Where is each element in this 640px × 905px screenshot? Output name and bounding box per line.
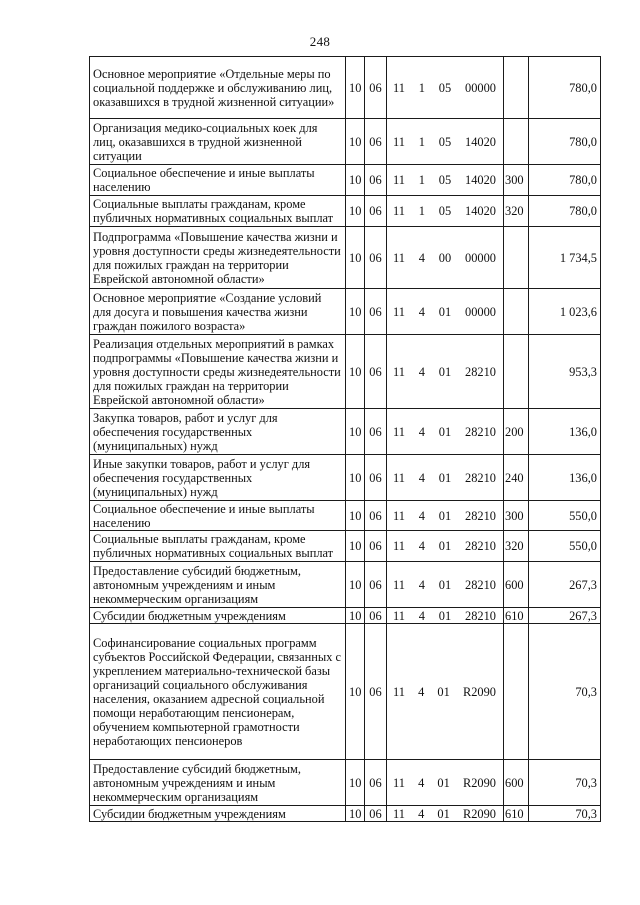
table-row <box>90 289 601 335</box>
event-code: 05 <box>438 173 452 187</box>
target-article-code <box>387 608 504 624</box>
row-name: Субсидии бюджетным учреждениям <box>90 806 346 822</box>
subprogram-code: 4 <box>418 304 425 319</box>
amount: 1 734,5 <box>529 227 601 289</box>
amount: 267,3 <box>529 608 601 624</box>
subsection-code: 06 <box>365 455 387 501</box>
program-code: 11 <box>393 806 405 821</box>
direction-code: R2090 <box>462 806 496 821</box>
row-name: Субсидии бюджетным учреждениям <box>90 608 346 624</box>
direction-code: 28210 <box>465 470 496 485</box>
subprogram-code: 4 <box>418 470 425 485</box>
expense-type-code: 200 <box>504 409 529 455</box>
section-code: 10 <box>346 608 365 624</box>
table-row <box>90 531 601 562</box>
section-code: 10 <box>346 289 365 335</box>
event-code: 01 <box>438 364 452 379</box>
budget-table-body <box>90 57 601 822</box>
section-code: 10 <box>346 165 365 196</box>
table-row <box>90 806 601 822</box>
subprogram-code: 4 <box>418 364 425 379</box>
event-code: 01 <box>438 539 452 553</box>
expense-type-code <box>504 335 529 409</box>
target-article-code <box>387 196 504 227</box>
subprogram-code: 4 <box>418 806 425 821</box>
program-code: 11 <box>393 134 405 149</box>
row-name: Социальное обеспечение и иные выплаты населению <box>90 165 346 196</box>
budget-table <box>89 56 601 822</box>
target-article-code <box>387 562 504 608</box>
program-code: 11 <box>393 304 405 319</box>
table-row <box>90 165 601 196</box>
expense-type-code: 600 <box>504 562 529 608</box>
target-article-code <box>387 531 504 562</box>
program-code: 11 <box>393 80 405 95</box>
amount: 780,0 <box>529 165 601 196</box>
table-row <box>90 608 601 624</box>
direction-code: 28210 <box>465 539 496 553</box>
subsection-code: 06 <box>365 57 387 119</box>
expense-type-code <box>504 289 529 335</box>
section-code: 10 <box>346 531 365 562</box>
target-article-code <box>387 409 504 455</box>
row-name: Основное мероприятие «Отдельные меры по социальной поддержке и обслуживанию лиц, оказавшихся в трудной жизненной ситуации» <box>90 57 346 119</box>
row-name: Основное мероприятие «Создание условий для досуга и повышения качества жизни граждан пожилого возраста» <box>90 289 346 335</box>
expense-type-code <box>504 57 529 119</box>
program-code: 11 <box>393 173 405 187</box>
expense-type-code: 610 <box>504 806 529 822</box>
section-code: 10 <box>346 196 365 227</box>
row-name: Предоставление субсидий бюджетным, автономным учреждениям и иным некоммерческим организациям <box>90 562 346 608</box>
table-row <box>90 562 601 608</box>
direction-code: R2090 <box>462 775 496 790</box>
direction-code: 14020 <box>465 134 496 149</box>
expense-type-code <box>504 624 529 760</box>
section-code: 10 <box>346 335 365 409</box>
section-code: 10 <box>346 562 365 608</box>
table-row <box>90 409 601 455</box>
subprogram-code: 4 <box>418 539 425 553</box>
subprogram-code: 1 <box>418 80 425 95</box>
event-code: 01 <box>438 424 452 439</box>
row-name: Социальные выплаты гражданам, кроме публичных нормативных социальных выплат <box>90 196 346 227</box>
program-code: 11 <box>393 539 405 553</box>
target-article-code <box>387 624 504 760</box>
target-article-code <box>387 165 504 196</box>
row-name: Социальное обеспечение и иные выплаты населению <box>90 501 346 531</box>
expense-type-code <box>504 119 529 165</box>
row-name: Иные закупки товаров, работ и услуг для обеспечения государственных (муниципальных) нужд <box>90 455 346 501</box>
row-name: Реализация отдельных мероприятий в рамках подпрограммы «Повышение качества жизни и уровня доступности среды жизнедеятельности для пожилых граждан на территории Еврейской автономной области» <box>90 335 346 409</box>
subsection-code: 06 <box>365 196 387 227</box>
page-number: 248 <box>309 34 331 49</box>
subsection-code: 06 <box>365 165 387 196</box>
event-code: 01 <box>438 304 452 319</box>
amount: 953,3 <box>529 335 601 409</box>
program-code: 11 <box>393 508 405 523</box>
table-row <box>90 501 601 531</box>
subsection-code: 06 <box>365 227 387 289</box>
target-article-code <box>387 501 504 531</box>
event-code: 00 <box>438 250 452 265</box>
subsection-code: 06 <box>365 608 387 624</box>
expense-type-code: 240 <box>504 455 529 501</box>
subprogram-code: 4 <box>418 684 425 699</box>
target-article-code <box>387 806 504 822</box>
program-code: 11 <box>393 424 405 439</box>
direction-code: 28210 <box>465 364 496 379</box>
program-code: 11 <box>393 250 405 265</box>
subsection-code: 06 <box>365 501 387 531</box>
amount: 70,3 <box>529 806 601 822</box>
program-code: 11 <box>393 204 405 218</box>
direction-code: 28210 <box>465 608 496 623</box>
section-code: 10 <box>346 806 365 822</box>
amount: 780,0 <box>529 119 601 165</box>
subprogram-code: 4 <box>418 424 425 439</box>
target-article-code <box>387 57 504 119</box>
section-code: 10 <box>346 624 365 760</box>
expense-type-code <box>504 227 529 289</box>
subsection-code: 06 <box>365 119 387 165</box>
event-code: 05 <box>438 204 452 218</box>
table-row <box>90 335 601 409</box>
target-article-code <box>387 119 504 165</box>
event-code: 01 <box>437 806 450 821</box>
row-name: Организация медико-социальных коек для лиц, оказавшихся в трудной жизненной ситуации <box>90 119 346 165</box>
expense-type-code: 300 <box>504 501 529 531</box>
table-row <box>90 624 601 760</box>
program-code: 11 <box>393 684 405 699</box>
subprogram-code: 4 <box>418 608 425 623</box>
subsection-code: 06 <box>365 289 387 335</box>
program-code: 11 <box>393 364 405 379</box>
program-code: 11 <box>393 775 405 790</box>
amount: 136,0 <box>529 455 601 501</box>
section-code: 10 <box>346 455 365 501</box>
target-article-code <box>387 335 504 409</box>
direction-code: 14020 <box>465 204 496 218</box>
program-code: 11 <box>393 470 405 485</box>
section-code: 10 <box>346 760 365 806</box>
table-row <box>90 760 601 806</box>
row-name: Социальные выплаты гражданам, кроме публичных нормативных социальных выплат <box>90 531 346 562</box>
row-name: Софинансирование социальных программ субъектов Российской Федерации, связанных с укреплением материально-технической базы организаций социального обслуживания населения, оказанием адресной социальной помощи неработающим пенсионерам, обучением компьютерной грамотности неработающих пенсионеров <box>90 624 346 760</box>
direction-code: 14020 <box>465 173 496 187</box>
event-code: 01 <box>437 775 450 790</box>
table-row <box>90 227 601 289</box>
program-code: 11 <box>393 608 405 623</box>
subsection-code: 06 <box>365 409 387 455</box>
direction-code: R2090 <box>462 684 496 699</box>
subprogram-code: 4 <box>418 250 425 265</box>
target-article-code <box>387 760 504 806</box>
direction-code: 28210 <box>465 577 496 592</box>
subprogram-code: 1 <box>418 204 425 218</box>
subsection-code: 06 <box>365 806 387 822</box>
event-code: 05 <box>438 134 452 149</box>
target-article-code <box>387 227 504 289</box>
target-article-code <box>387 289 504 335</box>
event-code: 01 <box>438 470 452 485</box>
amount: 70,3 <box>529 624 601 760</box>
direction-code: 28210 <box>465 508 496 523</box>
expense-type-code: 600 <box>504 760 529 806</box>
expense-type-code: 320 <box>504 196 529 227</box>
section-code: 10 <box>346 501 365 531</box>
direction-code: 00000 <box>465 80 496 95</box>
amount: 1 023,6 <box>529 289 601 335</box>
direction-code: 00000 <box>465 304 496 319</box>
subprogram-code: 4 <box>418 775 425 790</box>
event-code: 05 <box>438 80 452 95</box>
row-name: Подпрограмма «Повышение качества жизни и уровня доступности среды жизнедеятельности для пожилых граждан на территории Еврейской автономной области» <box>90 227 346 289</box>
amount: 780,0 <box>529 57 601 119</box>
event-code: 01 <box>437 684 450 699</box>
table-row <box>90 455 601 501</box>
program-code: 11 <box>393 577 405 592</box>
subprogram-code: 4 <box>418 508 425 523</box>
subprogram-code: 4 <box>418 577 425 592</box>
amount: 780,0 <box>529 196 601 227</box>
table-row <box>90 119 601 165</box>
subprogram-code: 1 <box>418 134 425 149</box>
table-row <box>90 57 601 119</box>
row-name: Предоставление субсидий бюджетным, автономным учреждениям и иным некоммерческим организациям <box>90 760 346 806</box>
amount: 70,3 <box>529 760 601 806</box>
amount: 550,0 <box>529 531 601 562</box>
subsection-code: 06 <box>365 624 387 760</box>
expense-type-code: 320 <box>504 531 529 562</box>
subprogram-code: 1 <box>418 173 425 187</box>
amount: 550,0 <box>529 501 601 531</box>
amount: 136,0 <box>529 409 601 455</box>
event-code: 01 <box>438 508 452 523</box>
event-code: 01 <box>438 608 452 623</box>
subsection-code: 06 <box>365 562 387 608</box>
expense-type-code: 610 <box>504 608 529 624</box>
amount: 267,3 <box>529 562 601 608</box>
subsection-code: 06 <box>365 531 387 562</box>
section-code: 10 <box>346 227 365 289</box>
direction-code: 00000 <box>465 250 496 265</box>
table-row <box>90 196 601 227</box>
subsection-code: 06 <box>365 760 387 806</box>
expense-type-code: 300 <box>504 165 529 196</box>
section-code: 10 <box>346 409 365 455</box>
event-code: 01 <box>438 577 452 592</box>
section-code: 10 <box>346 119 365 165</box>
target-article-code <box>387 455 504 501</box>
row-name: Закупка товаров, работ и услуг для обеспечения государственных (муниципальных) нужд <box>90 409 346 455</box>
section-code: 10 <box>346 57 365 119</box>
subsection-code: 06 <box>365 335 387 409</box>
direction-code: 28210 <box>465 424 496 439</box>
